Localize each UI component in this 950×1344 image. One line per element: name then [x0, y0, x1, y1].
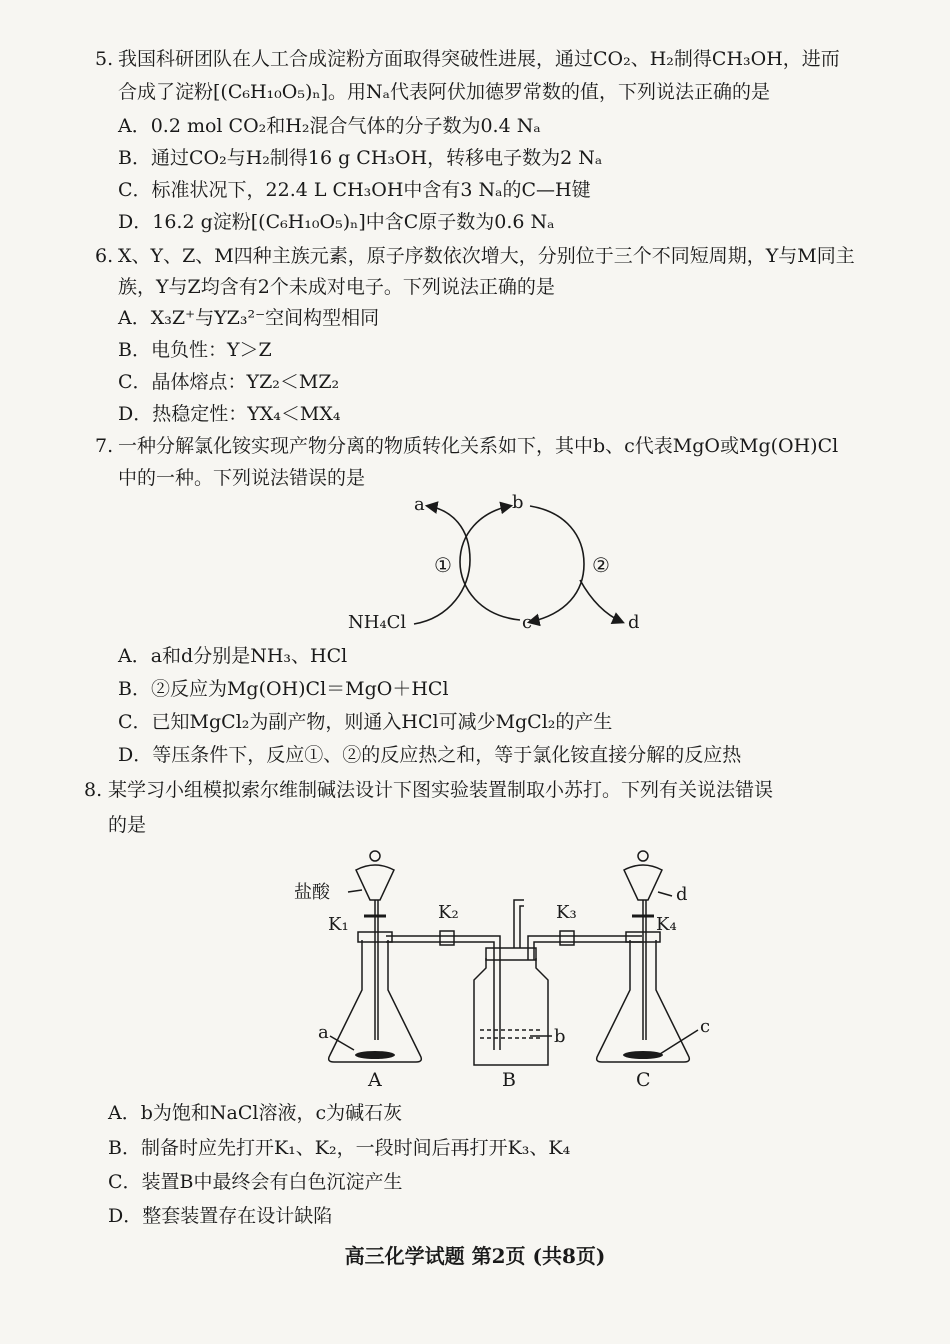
- cycle-arc-left-lower: [460, 506, 520, 620]
- label-k2: K₂: [438, 902, 459, 923]
- apparatus-diagram: [290, 840, 730, 1095]
- q5-stem-line1: 我国科研团队在人工合成淀粉方面取得突破性进展，通过CO₂、H₂制得CH₃OH，进而: [118, 48, 840, 70]
- q7-option-d: D．等压条件下，反应①、②的反应热之和，等于氯化铵直接分解的反应热: [118, 744, 742, 766]
- q5-option-a: A．0.2 mol CO₂和H₂混合气体的分子数为0.4 Nₐ: [118, 115, 541, 137]
- q6-option-b: B．电负性：Y＞Z: [118, 339, 272, 361]
- q7-number: 7.: [95, 435, 114, 457]
- q8-option-a: A．b为饱和NaCl溶液，c为碱石灰: [108, 1102, 403, 1124]
- diagram-label-nh4cl: NH₄Cl: [348, 612, 407, 633]
- q6-number: 6.: [95, 245, 114, 267]
- label-a: a: [318, 1022, 329, 1043]
- q5-stem-line2: 合成了淀粉[(C₆H₁₀O₅)ₙ]。用Nₐ代表阿伏加德罗常数的值，下列说法正确的是: [118, 81, 770, 103]
- conversion-cycle-diagram: [330, 488, 660, 640]
- diagram-step1: ①: [434, 553, 452, 577]
- label-d: d: [676, 884, 688, 905]
- q8-option-c: C．装置B中最终会有白色沉淀产生: [108, 1171, 403, 1193]
- diagram-label-d: d: [628, 612, 640, 633]
- q8-number: 8.: [84, 779, 103, 801]
- q6-stem-line1: X、Y、Z、M四种主族元素，原子序数依次增大，分别位于三个不同短周期，Y与M同主: [118, 245, 855, 267]
- q6-option-c: C．晶体熔点：YZ₂＜MZ₂: [118, 371, 340, 393]
- diagram-label-b: b: [512, 492, 524, 513]
- q7-option-c: C．已知MgCl₂为副产物，则通入HCl可减少MgCl₂的产生: [118, 711, 613, 733]
- label-bottle-b: B: [502, 1069, 516, 1091]
- label-b: b: [554, 1026, 566, 1047]
- funnel-a: [356, 865, 394, 900]
- label-k4: K₄: [656, 914, 677, 935]
- q7-stem-line2: 中的一种。下列说法错误的是: [118, 467, 366, 489]
- q6-stem-line2: 族，Y与Z均含有2个未成对电子。下列说法正确的是: [118, 276, 555, 298]
- funnel-c: [624, 865, 662, 900]
- label-flask-c: C: [636, 1069, 651, 1091]
- diagram-label-c: c: [522, 612, 533, 633]
- diagram-step2: ②: [592, 553, 610, 577]
- q6-option-d: D．热稳定性：YX₄＜MX₄: [118, 403, 341, 425]
- q5-option-d: D．16.2 g淀粉[(C₆H₁₀O₅)ₙ]中含C原子数为0.6 Nₐ: [118, 211, 555, 233]
- q8-stem-line1: 某学习小组模拟索尔维制碱法设计下图实验装置制取小苏打。下列有关说法错误: [108, 779, 774, 801]
- cycle-arc-right: [530, 506, 584, 622]
- q5-option-b: B．通过CO₂与H₂制得16 g CH₃OH，转移电子数为2 Nₐ: [118, 147, 603, 169]
- label-c: c: [700, 1016, 711, 1037]
- bottle-b: [474, 958, 548, 1065]
- label-hcl: 盐酸: [294, 882, 330, 903]
- q7-option-a: A．a和d分别是NH₃、HCl: [118, 645, 348, 667]
- q5-number: 5.: [95, 48, 114, 70]
- q8-option-d: D．整套装置存在设计缺陷: [108, 1205, 333, 1227]
- cycle-arc-right-out: [580, 580, 622, 622]
- q6-option-a: A．X₃Z⁺与YZ₃²⁻空间构型相同: [118, 307, 380, 329]
- q8-stem-line2: 的是: [108, 814, 147, 836]
- q7-stem-line1: 一种分解氯化铵实现产物分离的物质转化关系如下，其中b、c代表MgO或Mg(OH)Cl: [118, 435, 839, 457]
- label-k3: K₃: [556, 902, 577, 923]
- diagram-label-a: a: [414, 494, 425, 515]
- label-k1: K₁: [328, 914, 349, 935]
- q8-option-b: B．制备时应先打开K₁、K₂，一段时间后再打开K₃、K₄: [108, 1137, 571, 1159]
- q7-option-b: B．②反应为Mg(OH)Cl＝MgO＋HCl: [118, 678, 449, 700]
- label-flask-a: A: [368, 1069, 382, 1091]
- q5-option-c: C．标准状况下，22.4 L CH₃OH中含有3 Nₐ的C—H键: [118, 179, 591, 201]
- page-footer: 高三化学试题 第2页 (共8页): [344, 1244, 606, 1268]
